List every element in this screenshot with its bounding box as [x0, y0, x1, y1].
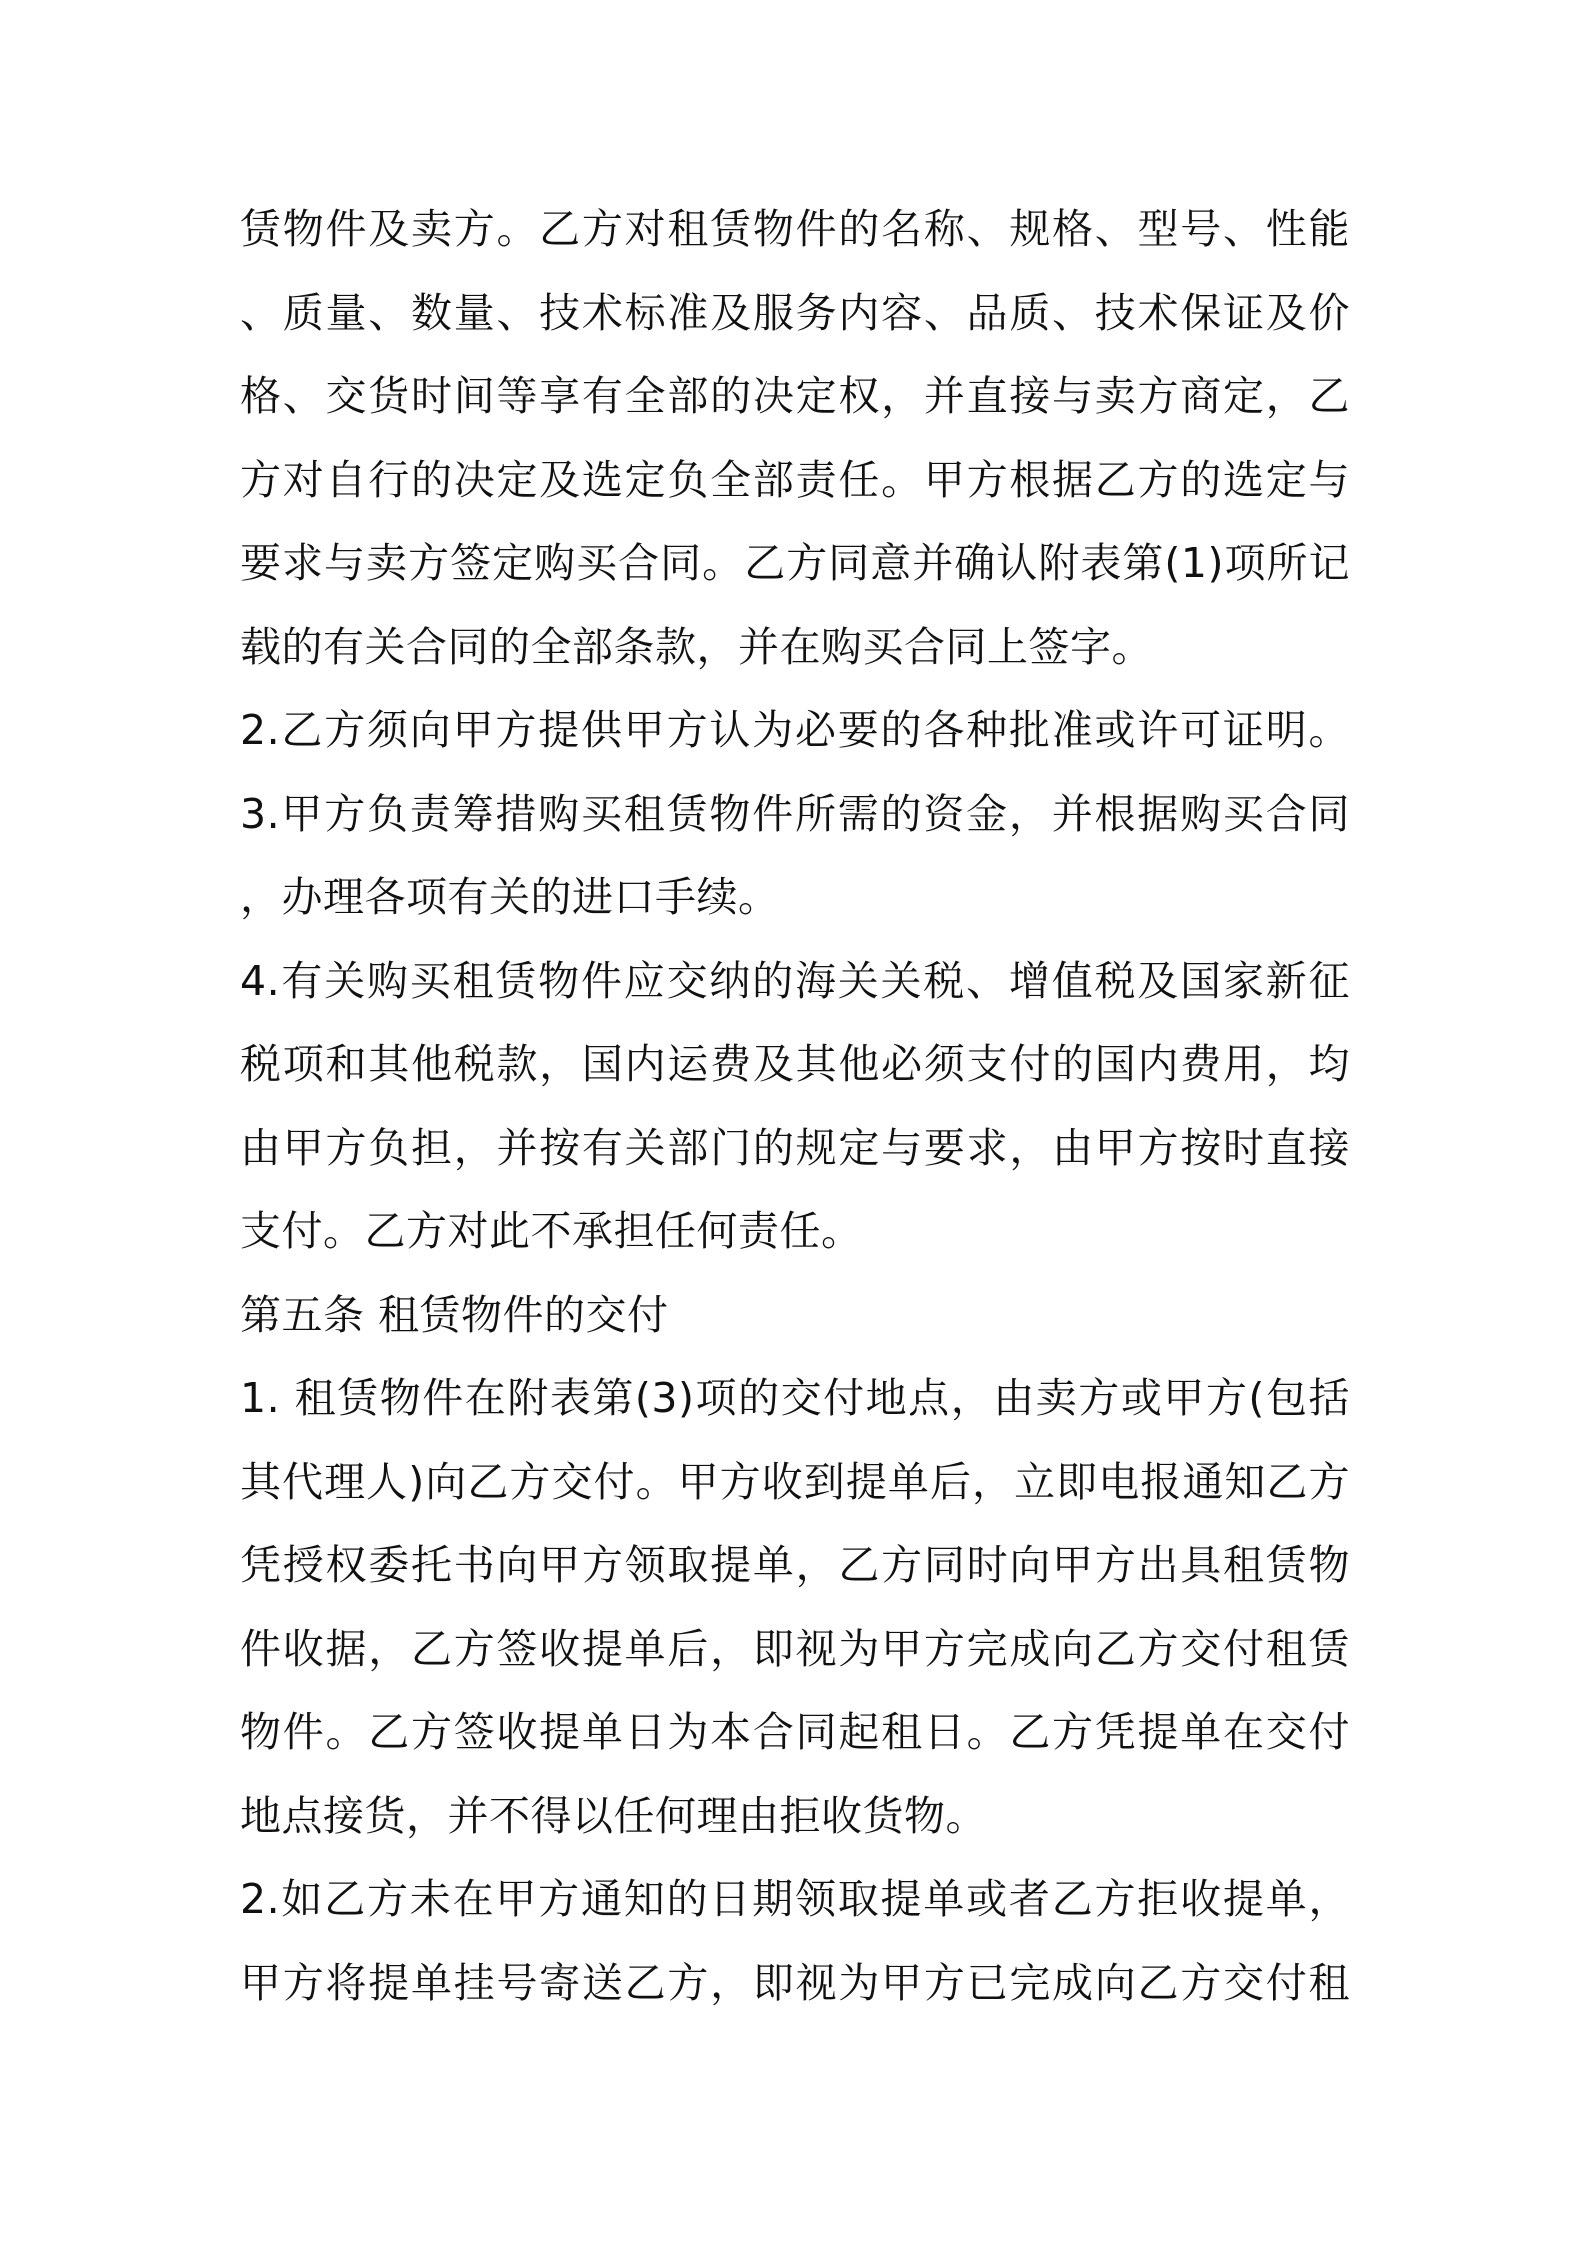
text-line: 方对自行的决定及选定负全部责任。甲方根据乙方的选定与	[240, 455, 1350, 504]
text-line: ，办理各项有关的进口手续。	[240, 873, 780, 921]
text-line: 甲方将提单挂号寄送乙方，即视为甲方已完成向乙方交付租	[240, 1958, 1350, 2007]
text-line: 载的有关合同的全部条款，并在购买合同上签字。	[240, 622, 1153, 671]
text-line: 1. 租赁物件在附表第(3)项的交付地点，由卖方或甲方(包括	[240, 1374, 1350, 1422]
text-line: 支付。乙方对此不承担任何责任。	[240, 1207, 863, 1255]
text-line: 要求与卖方签定购买合同。乙方同意并确认附表第(1)项所记	[240, 539, 1350, 587]
text-line: 物件。乙方签收提单日为本合同起租日。乙方凭提单在交付	[240, 1708, 1350, 1756]
section-heading: 第五条 租赁物件的交付	[240, 1290, 669, 1339]
text-line: 3.甲方负责筹措购买租赁物件所需的资金，并根据购买合同	[240, 789, 1350, 838]
text-line: 格、交货时间等享有全部的决定权，并直接与卖方商定，乙	[240, 372, 1350, 420]
text-line: 、质量、数量、技术标准及服务内容、品质、技术保证及价	[240, 288, 1350, 337]
text-line: 2.如乙方未在甲方通知的日期领取提单或者乙方拒收提单，	[240, 1875, 1350, 1923]
text-line: 凭授权委托书向甲方领取提单，乙方同时向甲方出具租赁物	[240, 1541, 1350, 1589]
text-line: 赁物件及卖方。乙方对租赁物件的名称、规格、型号、性能	[240, 205, 1350, 253]
text-line: 其代理人)向乙方交付。甲方收到提单后，立即电报通知乙方	[240, 1457, 1350, 1506]
text-line: 件收据，乙方签收提单后，即视为甲方完成向乙方交付租赁	[240, 1624, 1350, 1673]
text-line: 税项和其他税款，国内运费及其他必须支付的国内费用，均	[240, 1040, 1350, 1088]
text-line: 地点接货，并不得以任何理由拒收货物。	[240, 1791, 987, 1840]
text-line: 由甲方负担，并按有关部门的规定与要求，由甲方按时直接	[240, 1123, 1350, 1172]
text-line: 2.乙方须向甲方提供甲方认为必要的各种批准或许可证明。	[240, 706, 1350, 754]
text-line: 4.有关购买租赁物件应交纳的海关关税、增值税及国家新征	[240, 956, 1350, 1005]
document-page	[240, 188, 1350, 2025]
